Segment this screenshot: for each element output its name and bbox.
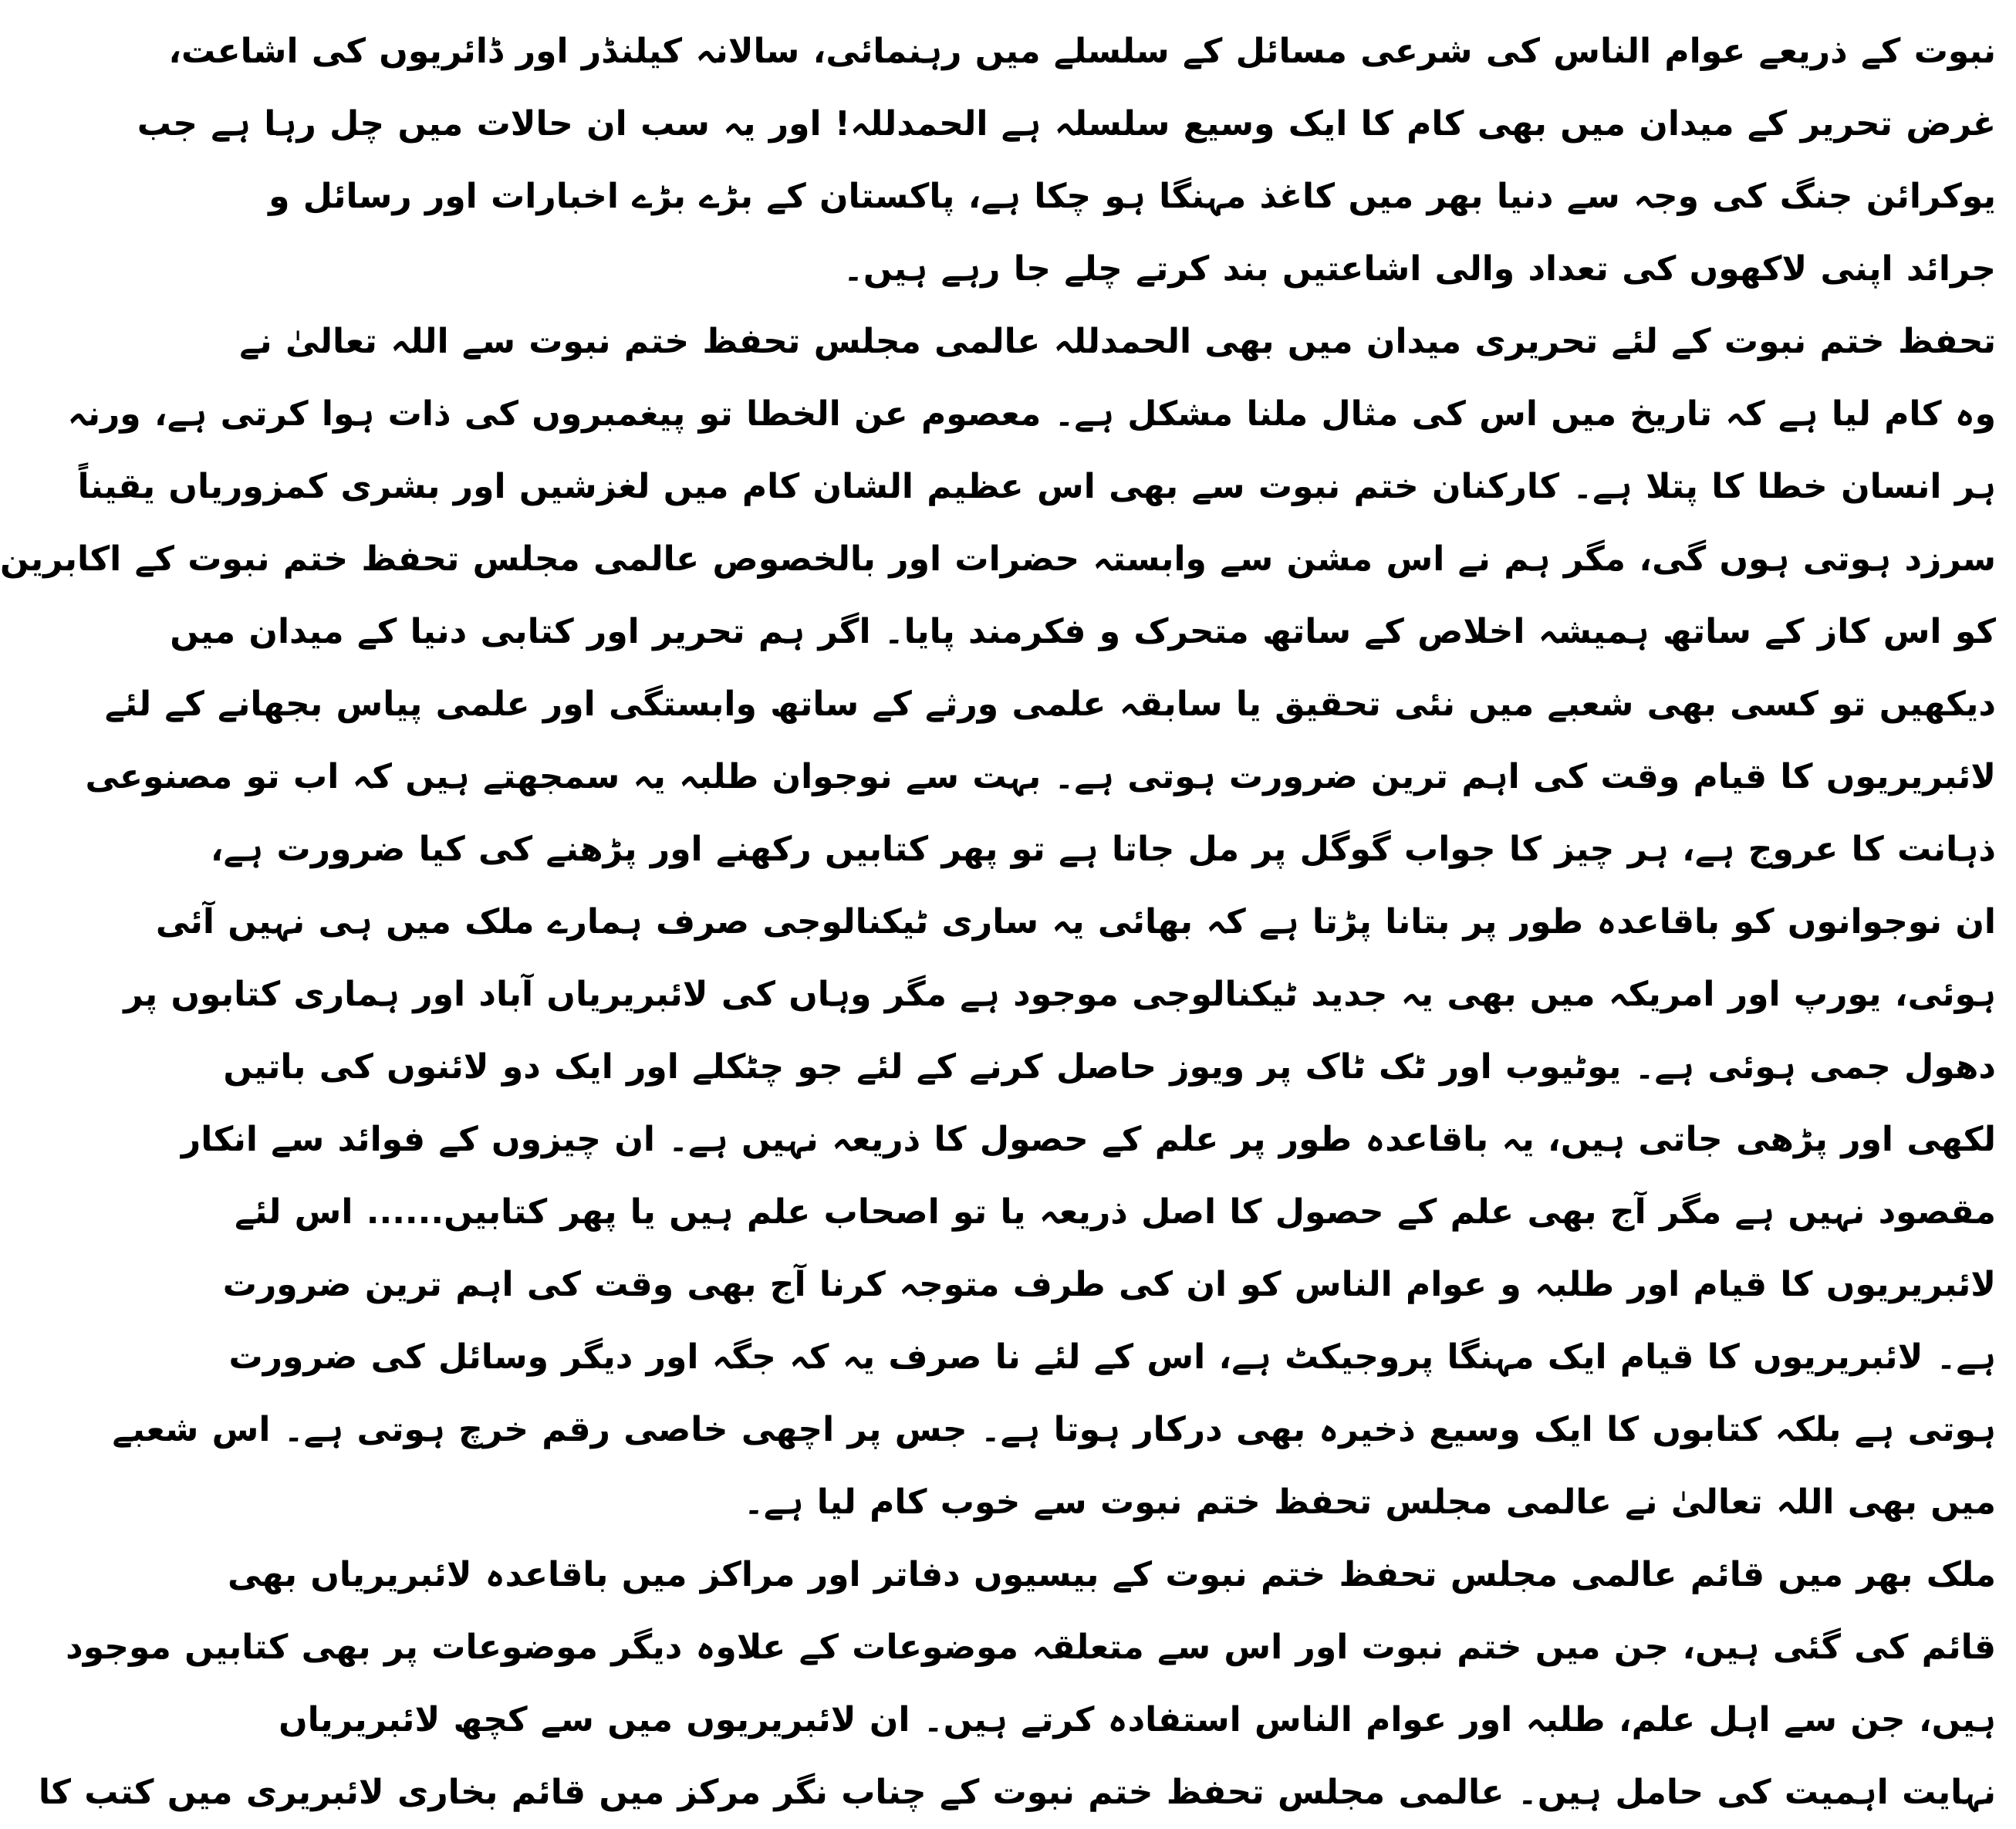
text-line: کو اس کاز کے ساتھ ہمیشہ اخلاص کے ساتھ متحرک و فکرمند پایا۔ اگر ہم تحریر اور کتابی دنیا کے میدان میں [170, 612, 1996, 651]
text-line: ہے۔ لائبریریوں کا قیام ایک مہنگا پروجیکٹ ہے، اس کے لئے نا صرف یہ کہ جگہ اور دیگر وسائل کی ضرورت [228, 1337, 1996, 1377]
text-line: دھول جمی ہوئی ہے۔ یوٹیوب اور ٹک ٹاک پر ویوز حاصل کرنے کے لئے جو چٹکلے اور ایک دو لائنوں کی باتیں [223, 1047, 1996, 1087]
text-line: ذہانت کا عروج ہے، ہر چیز کا جواب گوگل پر مل جاتا ہے تو پھر کتابیں رکھنے اور پڑھنے کی کیا ضرورت ہے، [210, 830, 1996, 869]
document-page [0, 15, 1996, 1812]
text-line: لکھی اور پڑھی جاتی ہیں، یہ باقاعدہ طور پر علم کے حصول کا ذریعہ نہیں ہے۔ ان چیزوں کے فوائد سے انکار [181, 1120, 1996, 1159]
text-line: ہر انسان خطا کا پتلا ہے۔ کارکنان ختم نبوت سے بھی اس عظیم الشان کام میں لغزشیں اور بشری کمزوریاں یقیناً [77, 467, 1996, 506]
text-line: وہ کام لیا ہے کہ تاریخ میں اس کی مثال ملنا مشکل ہے۔ معصوم عن الخطا تو پیغمبروں کی ذات ہوا کرتی ہے، ورنہ [67, 394, 1996, 434]
text-line: نہایت اہمیت کی حامل ہیں۔ عالمی مجلس تحفظ ختم نبوت کے چناب نگر مرکز میں قائم بخاری لائبریری میں کتب کا [38, 1773, 1996, 1812]
text-line: تحفظ ختم نبوت کے لئے تحریری میدان میں بھی الحمدللہ عالمی مجلس تحفظ ختم نبوت سے اللہ تعالیٰ نے [239, 322, 1996, 361]
paragraph-end-line: میں بھی اللہ تعالیٰ نے عالمی مجلس تحفظ ختم نبوت سے خوب کام لیا ہے۔ [744, 1482, 1996, 1522]
text-line: ملک بھر میں قائم عالمی مجلس تحفظ ختم نبوت کے بیسیوں دفاتر اور مراکز میں باقاعدہ لائبریریاں بھی [227, 1555, 1996, 1594]
text-line: ہوئی، یورپ اور امریکہ میں بھی یہ جدید ٹیکنالوجی موجود ہے مگر وہاں کی لائبریریاں آباد اور ہماری کتابوں پر [123, 975, 1996, 1014]
text-line: ان نوجوانوں کو باقاعدہ طور پر بتانا پڑتا ہے کہ بھائی یہ ساری ٹیکنالوجی صرف ہمارے ملک میں ہی نہیں آئی [155, 902, 1996, 942]
text-line: لائبریریوں کا قیام وقت کی اہم ترین ضرورت ہوتی ہے۔ بہت سے نوجوان طلبہ یہ سمجھتے ہیں کہ اب تو مصنوعی [85, 757, 1996, 796]
text-line: یوکرائن جنگ کی وجہ سے دنیا بھر میں کاغذ مہنگا ہو چکا ہے، پاکستان کے بڑے بڑے اخبارات اور رسائل و [268, 177, 1996, 216]
text-line: سرزد ہوتی ہوں گی، مگر ہم نے اس مشن سے وابستہ حضرات اور بالخصوص عالمی مجلس تحفظ ختم نبوت کے اکابرین [0, 539, 1996, 579]
text-line: ہیں، جن سے اہل علم، طلبہ اور عوام الناس استفادہ کرتے ہیں۔ ان لائبریریوں میں سے کچھ لائبریریاں [279, 1700, 1996, 1739]
text-line: غرض تحریر کے میدان میں بھی کام کا ایک وسیع سلسلہ ہے الحمدللہ! اور یہ سب ان حالات میں چل رہا ہے جب [137, 104, 1996, 144]
text-line: نبوت کے ذریعے عوام الناس کی شرعی مسائل کے سلسلے میں رہنمائی، سالانہ کیلنڈر اور ڈائریوں کی اشاعت، [168, 32, 1996, 71]
text-line: ہوتی ہے بلکہ کتابوں کا ایک وسیع ذخیرہ بھی درکار ہوتا ہے۔ جس پر اچھی خاصی رقم خرچ ہوتی ہے۔ اس شعبے [112, 1410, 1996, 1449]
text-line: لائبریریوں کا قیام اور طلبہ و عوام الناس کو ان کی طرف متوجہ کرنا آج بھی وقت کی اہم ترین ضرورت [222, 1265, 1996, 1304]
paragraph-end-line: جرائد اپنی لاکھوں کی تعداد والی اشاعتیں بند کرتے چلے جا رہے ہیں۔ [843, 249, 1996, 289]
text-line: مقصود نہیں ہے مگر آج بھی علم کے حصول کا اصل ذریعہ یا تو اصحاب علم ہیں یا پھر کتابیں...... اس لئے [235, 1192, 1996, 1232]
text-line: دیکھیں تو کسی بھی شعبے میں نئی تحقیق یا سابقہ علمی ورثے کے ساتھ وابستگی اور علمی پیاس بجھانے کے لئے [104, 685, 1996, 724]
text-line: قائم کی گئی ہیں، جن میں ختم نبوت اور اس سے متعلقہ موضوعات کے علاوہ دیگر موضوعات پر بھی کتابیں موجود [66, 1628, 1996, 1667]
